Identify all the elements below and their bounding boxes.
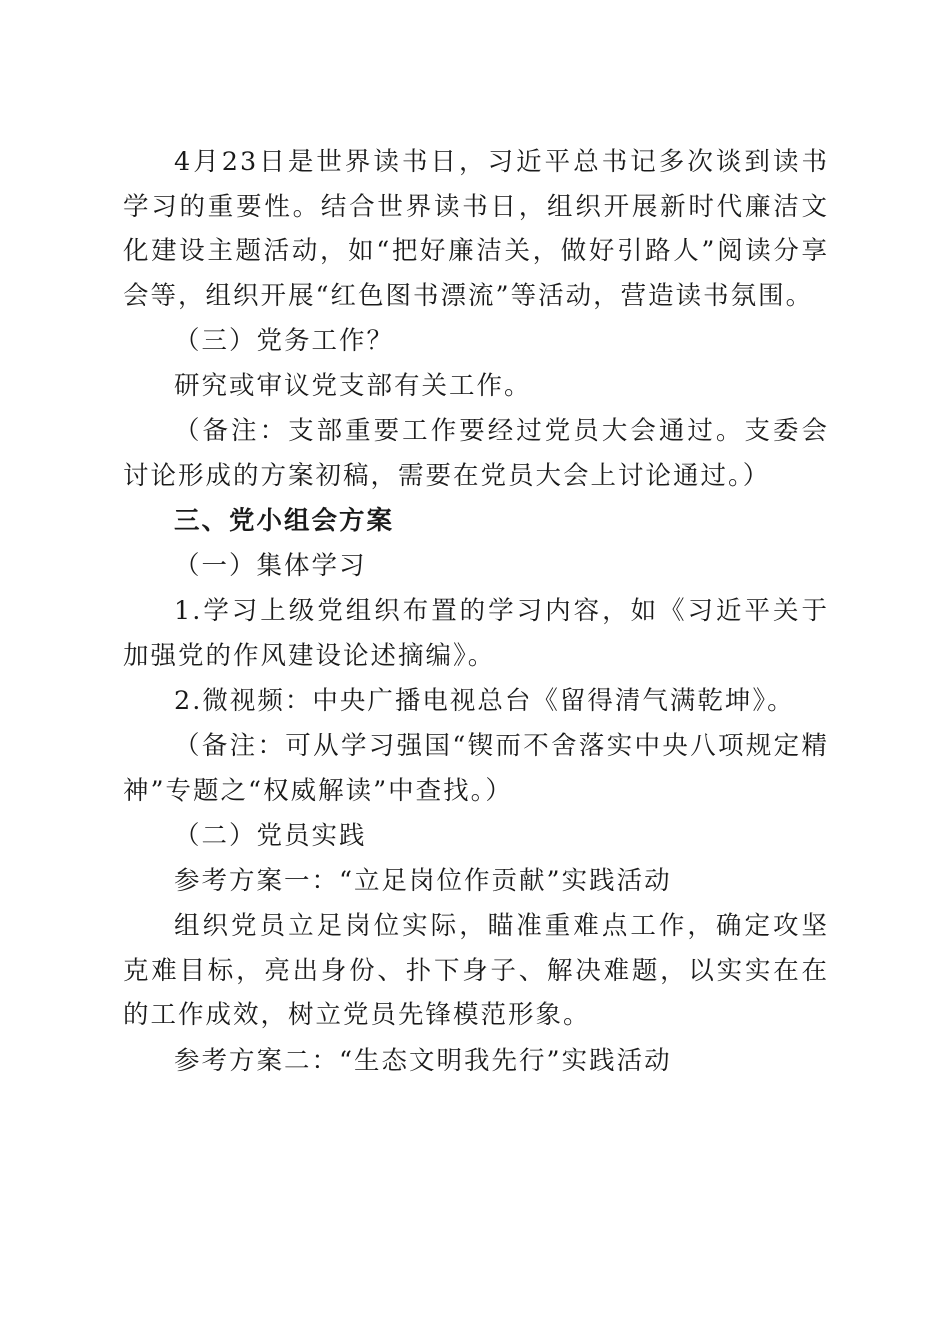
paragraph-plan-one-title: 参考方案一：“立足岗位作贡献”实践活动 (174, 866, 672, 896)
paragraph-review-work: 研究或审议党支部有关工作。 (174, 371, 532, 401)
paragraph-plan-two-title: 参考方案二：“生态文明我先行”实践活动 (174, 1046, 672, 1076)
paragraph-note-study: （备注：可从学习强国“锲而不舍落实中央八项规定精神”专题之“权威解读”中查找。） (123, 731, 829, 806)
paragraph-plan-one-body: 组织党员立足岗位实际，瞄准重难点工作，确定攻坚克难目标，亮出身份、扑下身子、解决难题，以实实在在的工作成效，树立党员先锋模范形象。 (123, 911, 829, 1030)
section-heading-group-meeting: 三、党小组会方案 (174, 506, 395, 536)
subheading-party-affairs: （三）党务工作？ (174, 326, 395, 356)
paragraph-study-item-1: 1.学习上级党组织布置的学习内容，如《习近平关于加强党的作风建设论述摘编》。 (123, 596, 829, 671)
subheading-member-practice: （二）党员实践 (174, 821, 367, 851)
paragraph-reading-day: 4月23日是世界读书日，习近平总书记多次谈到读书学习的重要性。结合世界读书日，组织开展新时代廉洁文化建设主题活动，如“把好廉洁关，做好引路人”阅读分享会等，组织开展“红色图书漂流”等活动，营造读书氛围。 (123, 147, 829, 311)
paragraph-note-branch: （备注：支部重要工作要经过党员大会通过。支委会讨论形成的方案初稿，需要在党员大会上讨论通过。） (123, 416, 829, 491)
subheading-collective-study: （一）集体学习 (174, 551, 367, 581)
paragraph-study-item-2: 2.微视频：中央广播电视总台《留得清气满乾坤》。 (174, 686, 795, 716)
